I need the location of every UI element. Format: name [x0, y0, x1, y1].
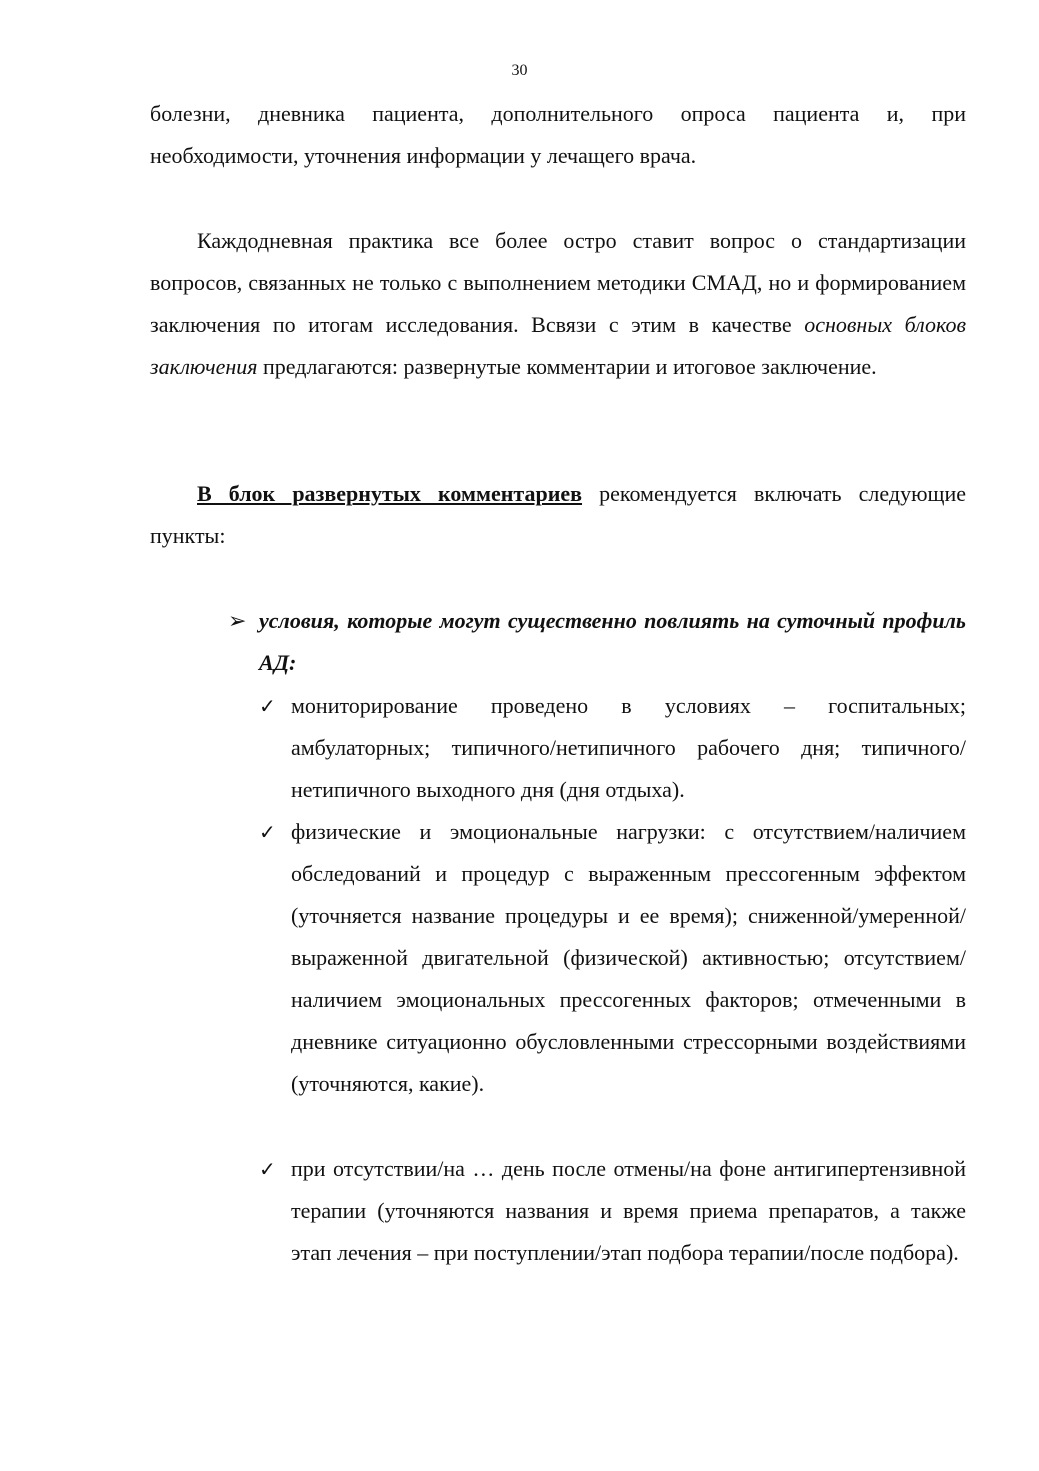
paragraph-comments-block — [150, 473, 966, 557]
list-item — [259, 811, 966, 1105]
paragraph-practice-emphasis: основных блоков заключения — [150, 312, 966, 379]
checkmark-icon: ✓ — [259, 694, 276, 718]
list-item — [259, 1148, 966, 1274]
comments-block-heading: В блок развернутых комментариев — [197, 481, 583, 506]
checkmark-icon: ✓ — [259, 820, 276, 844]
page-number: 30 — [511, 62, 528, 79]
paragraph-practice — [150, 220, 966, 388]
list-item-text: физические и эмоциональные нагрузки: с отсутствием/наличием обследований и процедур с выраженным прессогенным эффектом (уточняется название процедуры и ее время); сниженной/умеренной/выраженной двигательной (физической) активностью; отсутствием/наличием эмоциональных прессогенных факторов; отмеченными в дневнике ситуационно обусловленными стрессорными воздействиями (уточняются, какие). — [291, 819, 966, 1096]
paragraph-practice-ending: предлагаются: развернутые комментарии и итоговое заключение. — [257, 354, 877, 379]
list-item-text: при отсутствии/на … день после отмены/на фоне антигипертензивной терапии (уточняются названия и время приема препаратов, а также этап лечения – при поступлении/этап подбора терапии/после подбора). — [291, 1156, 966, 1265]
paragraph-practice-text: Каждодневная практика все более остро ставит вопрос о стандартизации вопросов, связанных не только с выполнением методики СМАД, но и формированием заключения по итогам исследования. Всвязи с этим в качестве — [150, 228, 966, 337]
arrow-bullet-icon: ➢ — [228, 608, 247, 633]
paragraph-continuation: болезни, дневника пациента, дополнительного опроса пациента и, при необходимости, уточнения информации у лечащего врача. — [150, 101, 966, 168]
list-item-text: мониторирование проведено в условиях – госпитальных; амбулаторных; типичного/нетипичного рабочего дня; типичного/нетипичного выходного дня (дня отдыха). — [291, 693, 966, 802]
list-item-conditions-text: условия, которые могут существенно повлиять на суточный профиль АД: — [259, 608, 966, 675]
comments-block-text: рекомендуется включать следующие пункты: — [150, 481, 966, 548]
checkmark-icon: ✓ — [259, 1157, 276, 1181]
list-item — [259, 685, 966, 811]
list-item-conditions — [228, 600, 966, 684]
